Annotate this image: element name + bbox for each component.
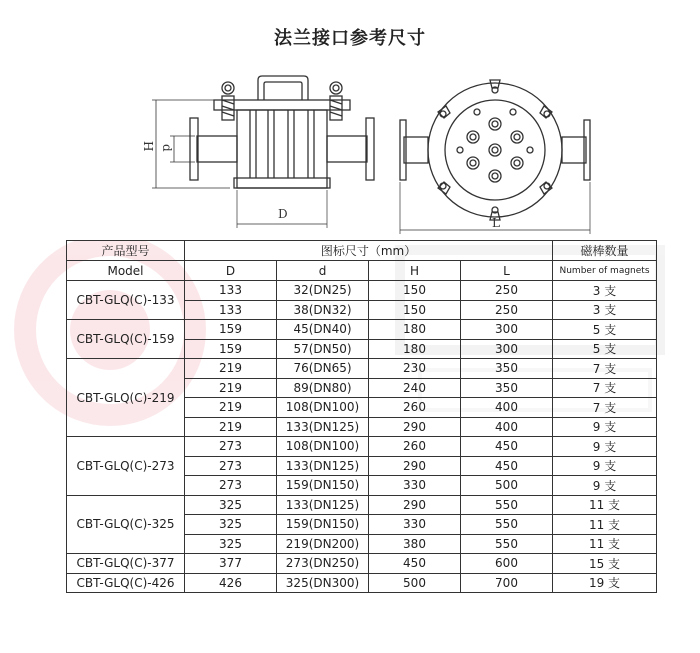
- label-d: d: [160, 144, 174, 152]
- cell-magnets: 15 支: [553, 554, 657, 574]
- cell-l: 400: [461, 417, 553, 437]
- cell-l: 300: [461, 320, 553, 340]
- header-dims-title: 图标尺寸（mm）: [185, 241, 553, 261]
- cell-l: 250: [461, 300, 553, 320]
- model-cell: CBT-GLQ(C)-219: [67, 359, 185, 437]
- cell-d: 32(DN25): [277, 281, 369, 301]
- cell-d: 133(DN125): [277, 495, 369, 515]
- cell-l: 550: [461, 534, 553, 554]
- cell-d: 133(DN125): [277, 417, 369, 437]
- spec-table: [66, 240, 657, 593]
- cell-d: 108(DN100): [277, 437, 369, 457]
- cell-d: 426: [185, 573, 277, 593]
- cell-h: 150: [369, 300, 461, 320]
- header-col-d: d: [277, 261, 369, 281]
- header-magnets-cn: 磁棒数量: [553, 241, 657, 261]
- cell-magnets: 11 支: [553, 495, 657, 515]
- cell-d: 325(DN300): [277, 573, 369, 593]
- cell-d: 57(DN50): [277, 339, 369, 359]
- model-cell: CBT-GLQ(C)-426: [67, 573, 185, 593]
- cell-magnets: 11 支: [553, 515, 657, 535]
- header-col-H: H: [369, 261, 461, 281]
- header-col-D: D: [185, 261, 277, 281]
- front-view-drawing: [400, 80, 590, 234]
- cell-d: 219: [185, 359, 277, 379]
- page-title: 法兰接口参考尺寸: [274, 28, 426, 49]
- cell-magnets: 3 支: [553, 281, 657, 301]
- cell-h: 380: [369, 534, 461, 554]
- model-cell: CBT-GLQ(C)-133: [67, 281, 185, 320]
- cell-l: 550: [461, 515, 553, 535]
- spec-table-body: [67, 281, 657, 593]
- cell-d: 219: [185, 417, 277, 437]
- cell-h: 290: [369, 495, 461, 515]
- cell-l: 250: [461, 281, 553, 301]
- model-cell: CBT-GLQ(C)-159: [67, 320, 185, 359]
- table-row: [67, 281, 657, 301]
- model-cell: CBT-GLQ(C)-273: [67, 437, 185, 496]
- cell-l: 400: [461, 398, 553, 418]
- header-model-cn: 产品型号: [67, 241, 185, 261]
- model-cell: CBT-GLQ(C)-377: [67, 554, 185, 574]
- cell-l: 350: [461, 359, 553, 379]
- cell-d: 325: [185, 515, 277, 535]
- cell-d: 159(DN150): [277, 515, 369, 535]
- cell-magnets: 5 支: [553, 339, 657, 359]
- cell-h: 260: [369, 437, 461, 457]
- cell-h: 150: [369, 281, 461, 301]
- cell-d: 273(DN250): [277, 554, 369, 574]
- cell-h: 260: [369, 398, 461, 418]
- label-H: H: [141, 141, 155, 152]
- cell-l: 700: [461, 573, 553, 593]
- header-col-L: L: [461, 261, 553, 281]
- cell-h: 230: [369, 359, 461, 379]
- cell-d: 159: [185, 320, 277, 340]
- cell-magnets: 9 支: [553, 476, 657, 496]
- table-row: [67, 495, 657, 515]
- table-row: [67, 359, 657, 379]
- technical-drawing: [0, 0, 700, 240]
- header-model-en: Model: [67, 261, 185, 281]
- cell-d: 133(DN125): [277, 456, 369, 476]
- cell-d: 76(DN65): [277, 359, 369, 379]
- cell-magnets: 9 支: [553, 417, 657, 437]
- cell-d: 219(DN200): [277, 534, 369, 554]
- model-cell: CBT-GLQ(C)-325: [67, 495, 185, 554]
- cell-l: 350: [461, 378, 553, 398]
- table-row: [67, 437, 657, 457]
- cell-d: 38(DN32): [277, 300, 369, 320]
- cell-magnets: 9 支: [553, 437, 657, 457]
- table-row: [67, 320, 657, 340]
- cell-d: 108(DN100): [277, 398, 369, 418]
- cell-l: 600: [461, 554, 553, 574]
- cell-l: 450: [461, 437, 553, 457]
- cell-h: 180: [369, 339, 461, 359]
- cell-d: 325: [185, 495, 277, 515]
- cell-magnets: 3 支: [553, 300, 657, 320]
- cell-h: 290: [369, 417, 461, 437]
- cell-magnets: 19 支: [553, 573, 657, 593]
- cell-d: 325: [185, 534, 277, 554]
- table-row: [67, 573, 657, 593]
- cell-magnets: 7 支: [553, 398, 657, 418]
- cell-magnets: 7 支: [553, 359, 657, 379]
- cell-magnets: 11 支: [553, 534, 657, 554]
- cell-h: 500: [369, 573, 461, 593]
- table-row: [67, 554, 657, 574]
- label-L: L: [492, 216, 500, 230]
- cell-h: 330: [369, 476, 461, 496]
- cell-magnets: 9 支: [553, 456, 657, 476]
- cell-d: 133: [185, 300, 277, 320]
- cell-d: 273: [185, 437, 277, 457]
- cell-d: 273: [185, 456, 277, 476]
- cell-d: 219: [185, 378, 277, 398]
- cell-h: 330: [369, 515, 461, 535]
- cell-d: 159: [185, 339, 277, 359]
- header-magnets-en: Number of magnets: [553, 261, 657, 281]
- cell-d: 45(DN40): [277, 320, 369, 340]
- cell-d: 273: [185, 476, 277, 496]
- cell-h: 180: [369, 320, 461, 340]
- cell-h: 450: [369, 554, 461, 574]
- cell-l: 450: [461, 456, 553, 476]
- cell-l: 550: [461, 495, 553, 515]
- cell-d: 133: [185, 281, 277, 301]
- side-view-drawing: [152, 76, 374, 228]
- label-D: D: [278, 207, 288, 221]
- cell-magnets: 5 支: [553, 320, 657, 340]
- cell-d: 377: [185, 554, 277, 574]
- cell-l: 500: [461, 476, 553, 496]
- cell-h: 290: [369, 456, 461, 476]
- cell-d: 89(DN80): [277, 378, 369, 398]
- cell-magnets: 7 支: [553, 378, 657, 398]
- cell-l: 300: [461, 339, 553, 359]
- cell-d: 219: [185, 398, 277, 418]
- cell-d: 159(DN150): [277, 476, 369, 496]
- cell-h: 240: [369, 378, 461, 398]
